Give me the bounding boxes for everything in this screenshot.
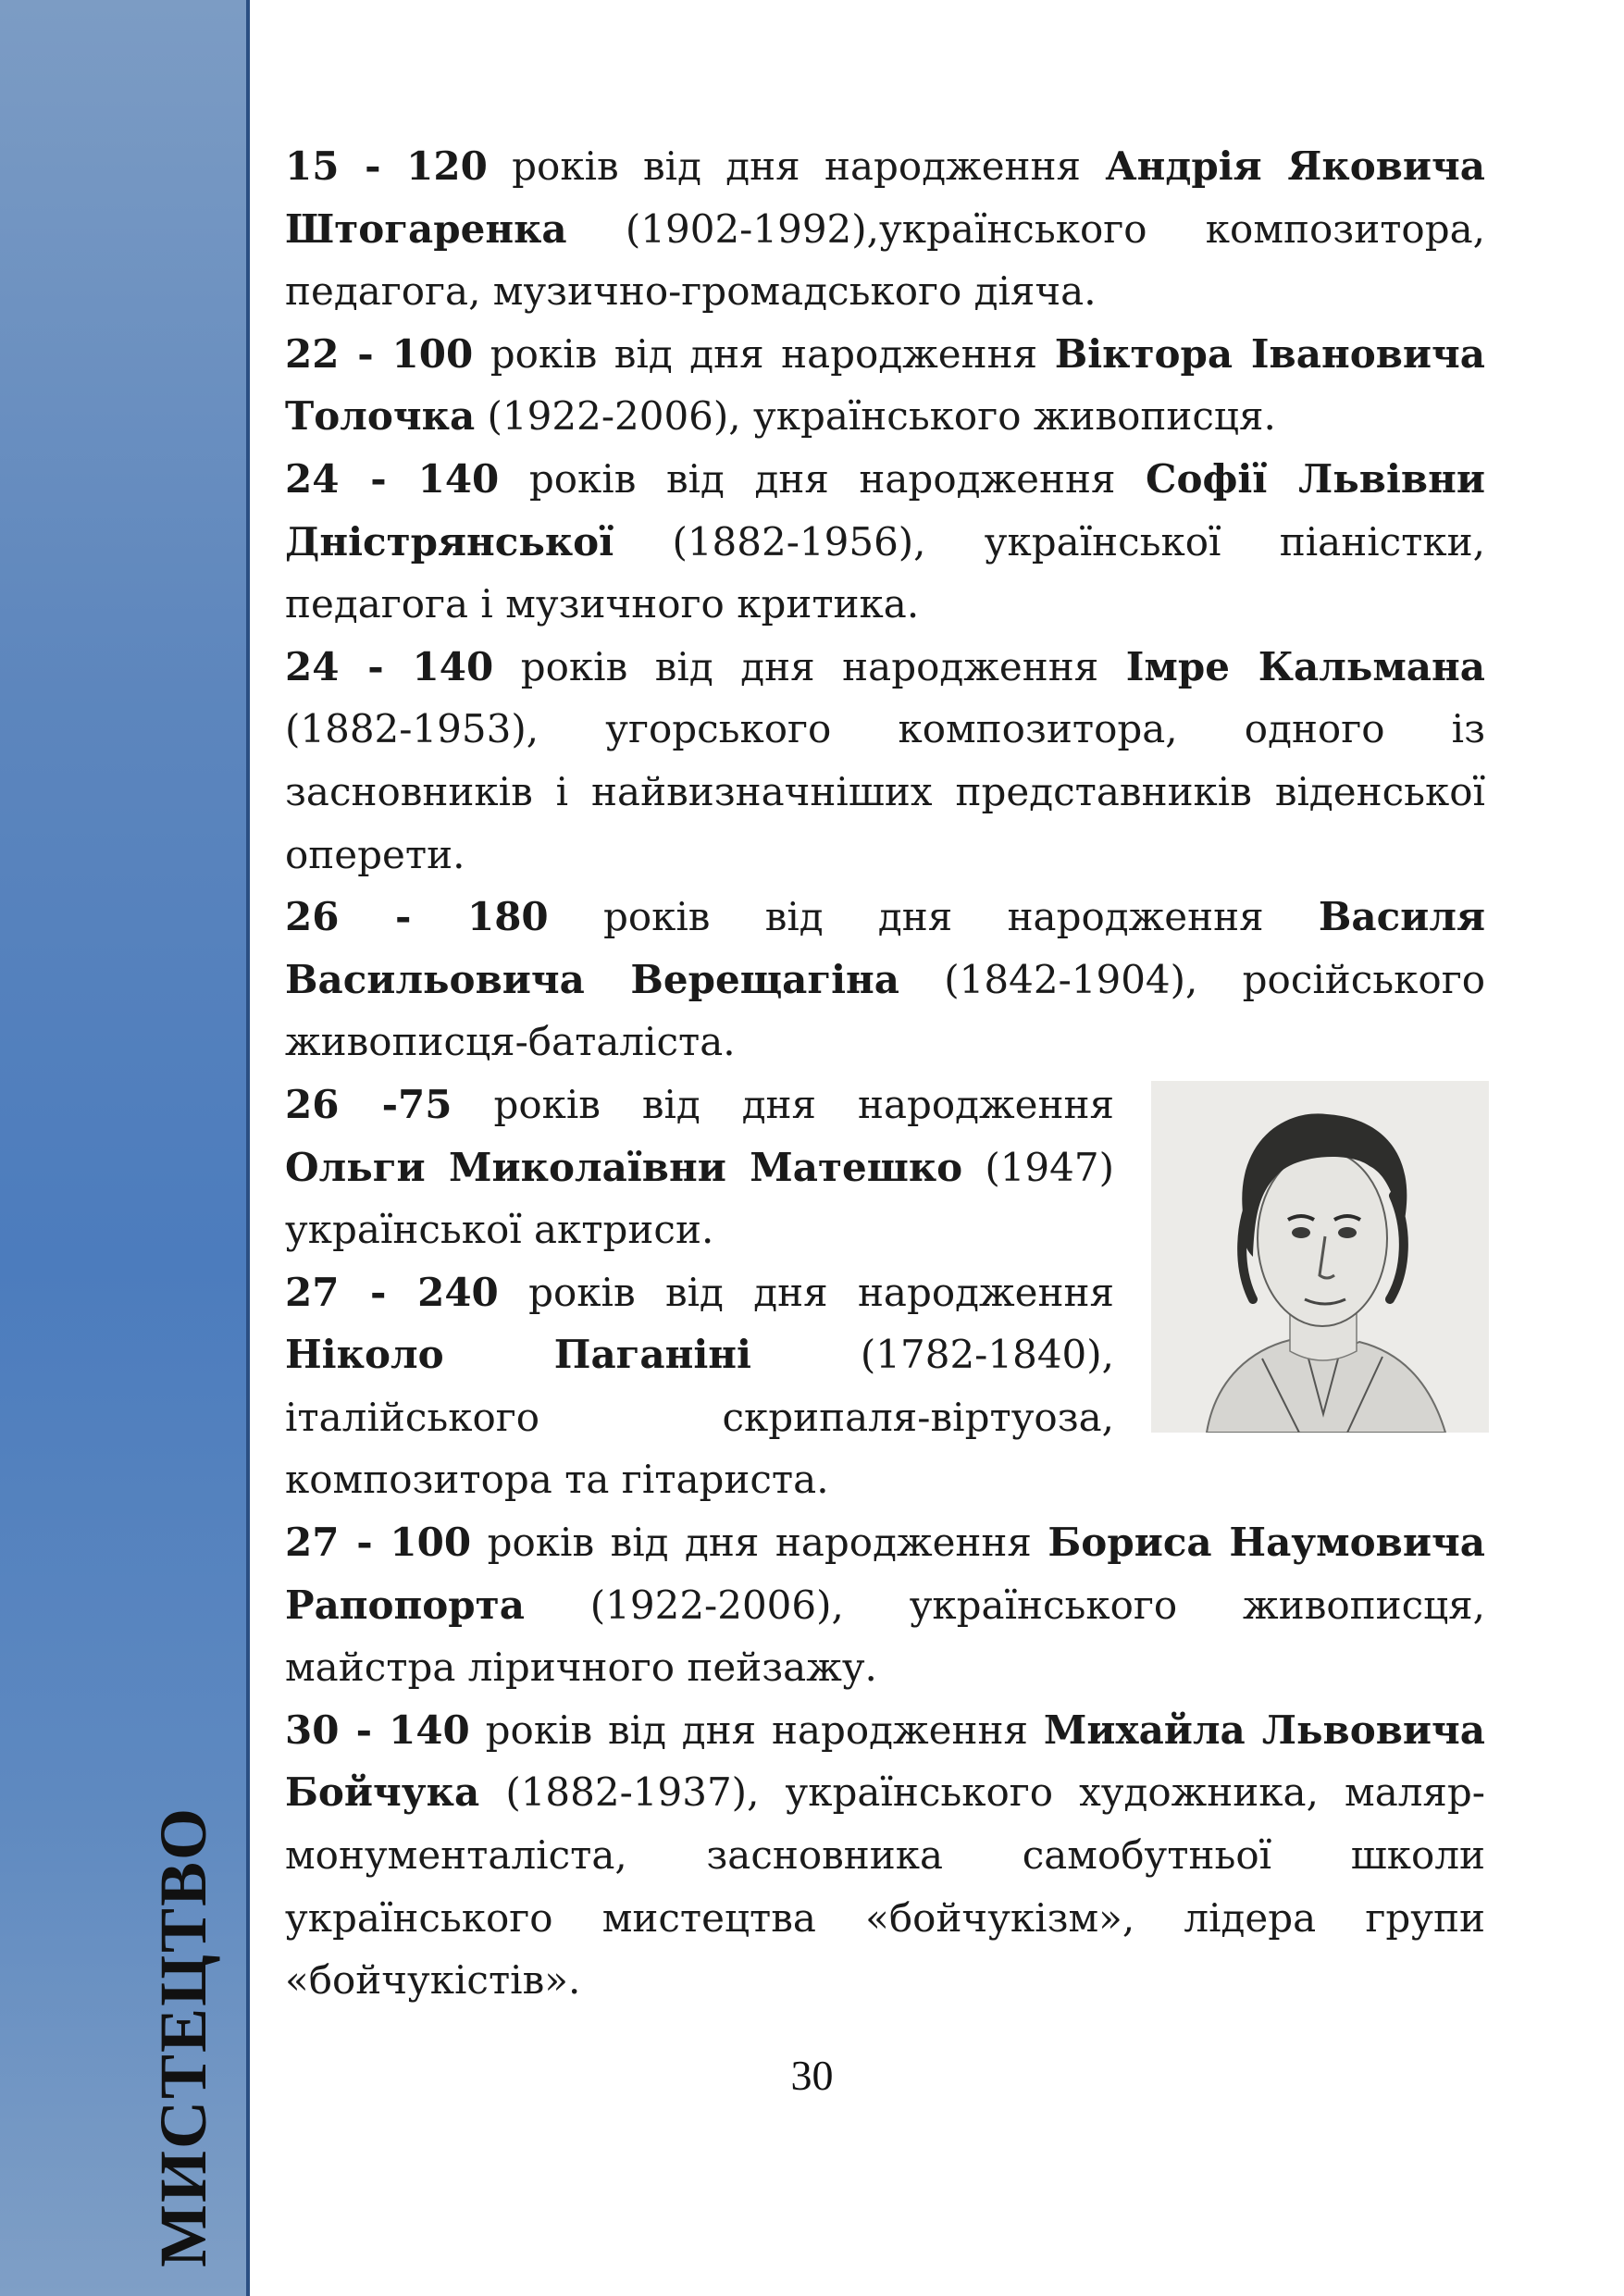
- entry-date: 27 - 100: [285, 1520, 472, 1566]
- anniversary-entry: [285, 1699, 1485, 2012]
- entry-date: 26 - 180: [285, 894, 549, 940]
- entry-description: (1947) української актриси.: [285, 1144, 1114, 1253]
- anniversary-entry: [285, 1511, 1485, 1699]
- entry-person: Михайла Львовича Бойчука: [285, 1706, 1486, 1816]
- entry-text: років від дня народження: [485, 1706, 1029, 1753]
- entry-text: років від дня народження: [490, 330, 1038, 377]
- entry-person: Бориса Наумовича Рапопорта: [285, 1520, 1485, 1628]
- entry-date: 30 - 140: [285, 1706, 470, 1753]
- anniversary-list: [285, 135, 1485, 2012]
- entry-description: (1782-1840), італійського скрипаля-віртуоза, композитора та гітариста.: [285, 1332, 1114, 1503]
- portrait-image: [1151, 1081, 1489, 1433]
- entry-date: 22 - 100: [285, 330, 474, 377]
- anniversary-entry: [285, 886, 1485, 1074]
- entry-text: років від дня народження: [528, 1269, 1114, 1315]
- anniversary-entry: [285, 323, 1485, 448]
- entry-text: років від дня народження: [520, 643, 1099, 689]
- entry-person: Імре Кальмана: [1125, 643, 1485, 689]
- entry-person: Софії Львівни Дністрянської: [285, 455, 1485, 565]
- section-title: МИСТЕЦТВО: [146, 1806, 220, 2267]
- portrait-sketch: [1151, 1081, 1489, 1433]
- entry-description: (1882-1937), українського художника, маляр-монументаліста, засновника самобутньої школи українського мистецтва «бойчукізм», лідера групи «бойчукістів».: [285, 1769, 1485, 2004]
- entry-description: (1902-1992),українського композитора, педагога, музично-громадського діяча.: [285, 205, 1485, 315]
- entry-description: (1882-1956), української піаністки, педагога і музичного критика.: [285, 518, 1485, 627]
- side-band-edge: [246, 0, 250, 2296]
- entry-text: років від дня народження: [487, 1520, 1032, 1566]
- anniversary-entry: [285, 135, 1485, 323]
- entry-date: 24 - 140: [285, 455, 500, 502]
- entry-person: Віктора Івановича Толочка: [285, 330, 1485, 440]
- entry-description: (1922-2006), українського живописця.: [487, 393, 1276, 440]
- anniversary-entry: [285, 636, 1485, 886]
- entry-person: Андрія Яковича Штогаренка: [285, 143, 1485, 252]
- page-number: 30: [790, 2052, 834, 2099]
- entry-text: років від дня народження: [602, 894, 1264, 940]
- entry-date: 26 -75: [285, 1081, 452, 1127]
- entry-description: (1922-2006), українського живописця, майстра ліричного пейзажу.: [285, 1582, 1485, 1691]
- entry-date: 24 - 140: [285, 643, 494, 689]
- entry-person: Ніколо Паганіні: [285, 1332, 751, 1378]
- entry-text: років від дня народження: [528, 455, 1116, 502]
- entry-date: 27 - 240: [285, 1269, 499, 1315]
- entry-description: (1842-1904), російського живописця-баталіста.: [285, 956, 1485, 1065]
- entry-person: Ольги Миколаївни Матешко: [285, 1144, 963, 1190]
- entry-person: Василя Васильовича Верещагіна: [285, 894, 1485, 1002]
- entry-text: років від дня народження: [512, 143, 1082, 189]
- entry-description: (1882-1953), угорського композитора, одного із засновників і найвизначніших представників віденської оперети.: [285, 706, 1485, 877]
- entry-text: років від дня народження: [493, 1081, 1114, 1127]
- entry-date: 15 - 120: [285, 143, 488, 189]
- anniversary-entry: [285, 448, 1485, 636]
